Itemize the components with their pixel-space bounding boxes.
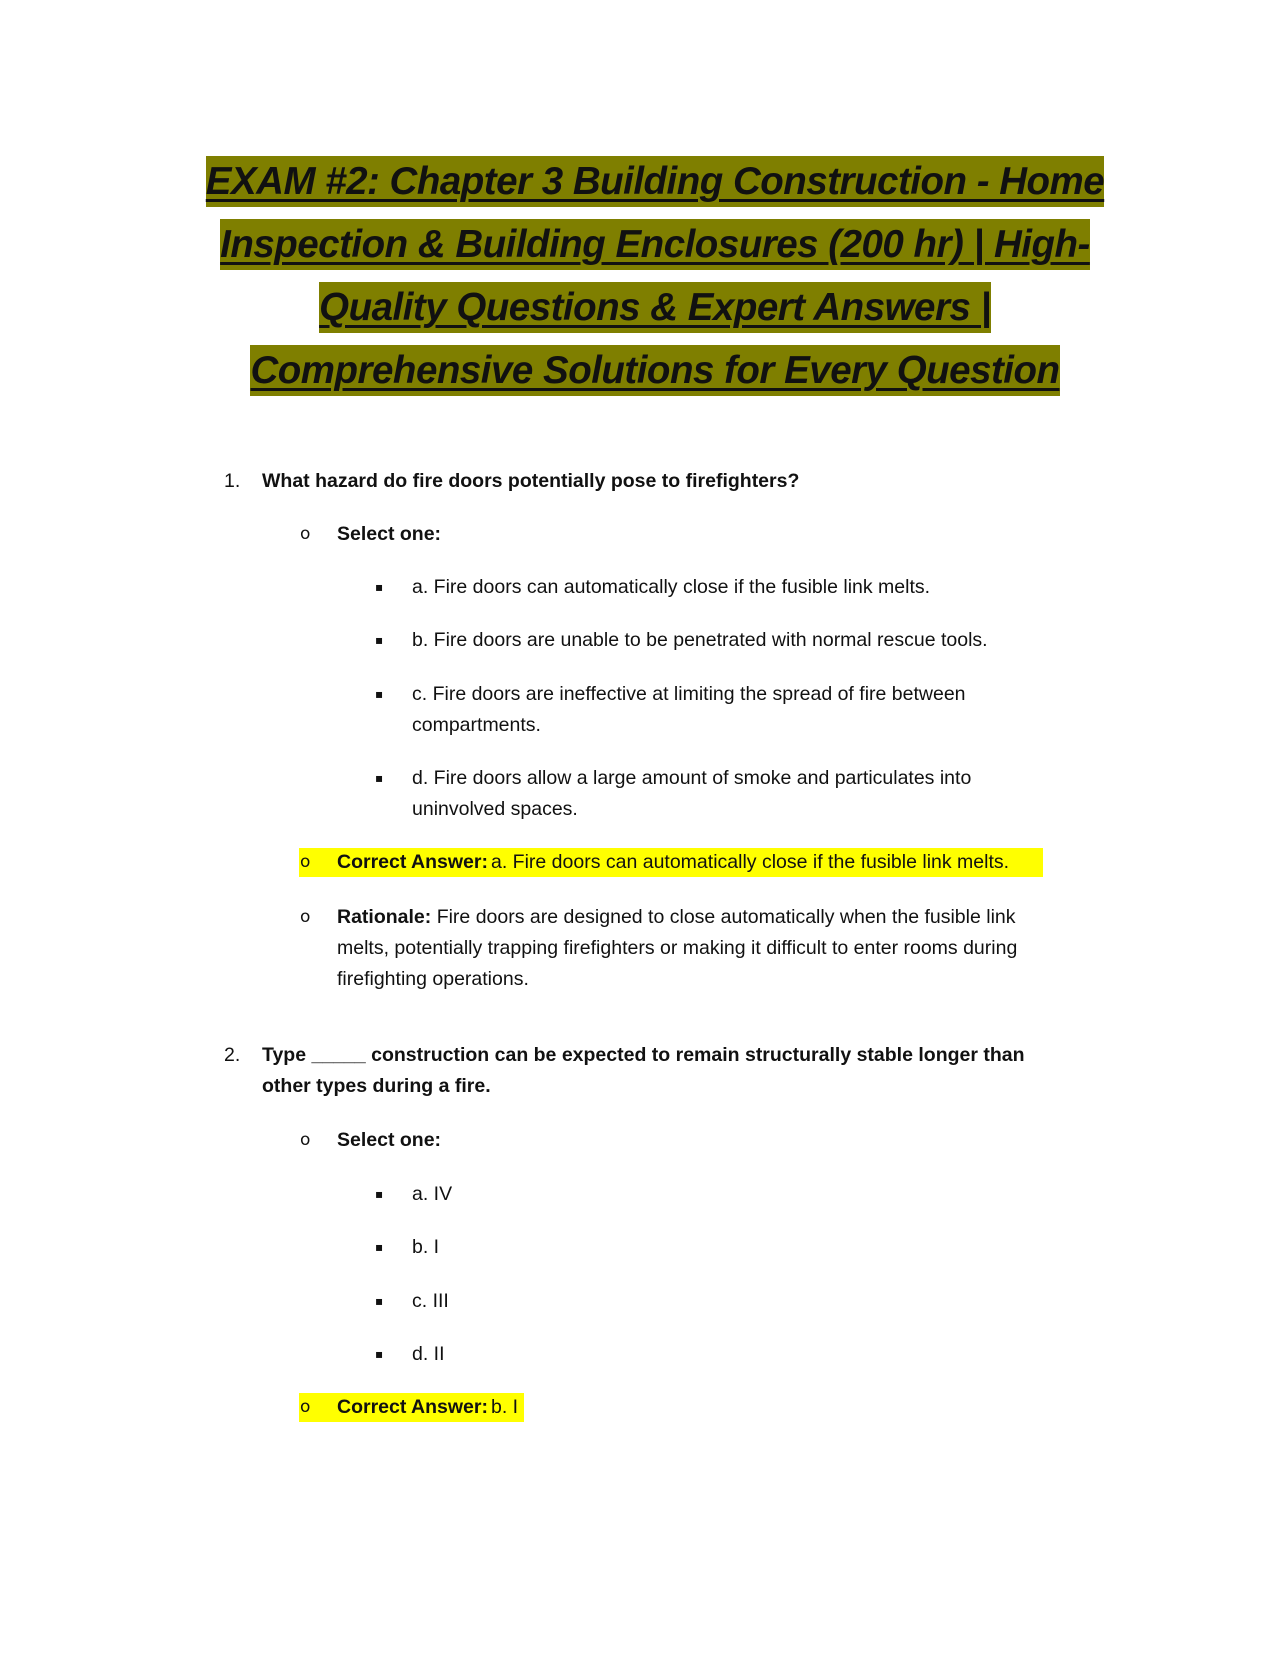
bullet-circle-icon: o [300,1130,311,1150]
bullet-circle-icon: o [300,524,311,544]
select-one-label: Select one: [337,1129,442,1151]
option-item: a. Fire doors can automatically close if the fusible link melts. [412,576,931,598]
bullet-square-icon: ▪ [375,1187,384,1201]
bullet-square-icon: ▪ [375,1240,384,1254]
option-item: c. III [412,1290,449,1312]
rationale-text: Fire doors are designed to close automatically when the fusible link melts, potentially trapping firefighters or making it difficult to enter rooms during firefighting operations. [337,906,1018,990]
correct-answer-label: Correct Answer: [337,1396,488,1418]
correct-answer-highlight [299,1393,524,1422]
bullet-square-icon: ▪ [375,1294,384,1308]
bullet-circle-icon: o [300,1397,311,1417]
document-title [200,150,1110,402]
question-number: 1. [224,470,241,492]
rationale [337,902,1067,995]
option-item: c. Fire doors are ineffective at limiting the spread of fire between compartments. [412,683,966,736]
question-text: Type _____ construction can be expected to remain structurally stable longer than other types during a fire. [262,1044,1025,1097]
question-text: What hazard do fire doors potentially pose to firefighters? [262,470,800,492]
option-item: d. II [412,1343,445,1365]
title-text: EXAM #2: Chapter 3 Building Construction - Home Inspection & Building Enclosures (200 hr) | High-Quality Questions & Expert Answers | Comprehensive Solutions for Every Question [206,156,1104,396]
rationale-label: Rationale: [337,906,432,928]
option-item: a. IV [412,1183,453,1205]
correct-answer-text: a. Fire doors can automatically close if the fusible link melts. [491,851,1010,873]
option-item: b. I [412,1236,440,1258]
bullet-square-icon: ▪ [375,580,384,594]
bullet-square-icon: ▪ [375,1347,384,1361]
question-number: 2. [224,1044,241,1066]
option-item: b. Fire doors are unable to be penetrated with normal rescue tools. [412,629,988,651]
bullet-square-icon: ▪ [375,687,384,701]
correct-answer-highlight [299,848,1043,877]
option-item: d. Fire doors allow a large amount of smoke and particulates into uninvolved spaces. [412,767,972,820]
bullet-square-icon: ▪ [375,771,384,785]
select-one-label: Select one: [337,523,442,545]
bullet-circle-icon: o [300,907,311,927]
correct-answer-label: Correct Answer: [337,851,488,873]
bullet-square-icon: ▪ [375,633,384,647]
correct-answer-text: b. I [491,1396,519,1418]
bullet-circle-icon: o [300,852,311,872]
